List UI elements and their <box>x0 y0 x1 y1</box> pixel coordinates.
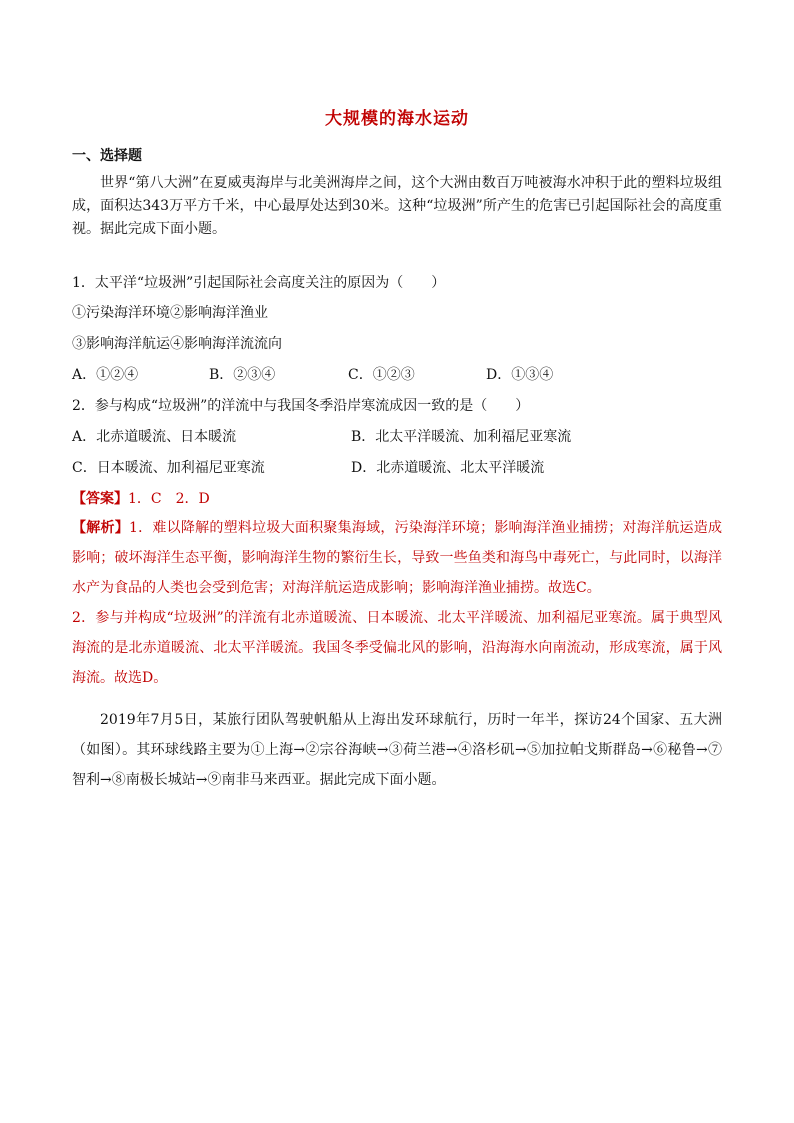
intro-paragraph-2: 2019年7月5日，某旅行团队驾驶帆船从上海出发环球航行，历时一年半，探访24个国家、五大洲（如图）。其环球线路主要为①上海→②宗谷海峡→③荷兰港→④洛杉矶→⑤加拉帕戈斯群岛→⑥秘鲁→⑦智利→⑧南极长城站→⑨南非马来西亚。据此完成下面小题。 <box>72 712 722 788</box>
intro-passage-2 <box>72 705 722 795</box>
question-1-option-c: C．①②③ <box>348 367 415 383</box>
question-2-options-row-2 <box>72 457 722 477</box>
intro-passage-1 <box>72 172 722 241</box>
section-heading: 一、选择题 <box>72 148 142 164</box>
question-2-option-d: D．北赤道暖流、北太平洋暖流 <box>351 460 545 476</box>
question-2-stem: 2．参与构成“垃圾洲”的洋流中与我国冬季沿岸寒流成因一致的是（ ） <box>72 398 530 414</box>
question-2-options-row-1 <box>72 426 722 446</box>
question-1-options <box>72 364 722 384</box>
question-1-option-b: B．②③④ <box>209 367 276 383</box>
analysis-label: 【解析】 <box>72 520 129 536</box>
question-1-option-a: A．①②④ <box>72 367 139 383</box>
question-2-option-a: A．北赤道暖流、日本暖流 <box>72 429 237 445</box>
question-2-option-b: B．北太平洋暖流、加利福尼亚寒流 <box>351 429 572 445</box>
analysis-paragraph-1 <box>72 513 722 603</box>
question-1-option-d: D．①③④ <box>486 367 554 383</box>
analysis-block <box>72 513 722 693</box>
question-1-stem: 1．太平洋“垃圾洲”引起国际社会高度关注的原因为（ ） <box>72 275 446 291</box>
question-1-item-a: ①污染海洋环境②影响海洋渔业 <box>72 305 268 321</box>
answer-line <box>72 488 210 508</box>
answer-text: 1．C 2．D <box>128 491 210 507</box>
question-1-item-b: ③影响海洋航运④影响海洋流流向 <box>72 336 282 352</box>
analysis-text-1: 1．难以降解的塑料垃圾大面积聚集海域，污染海洋环境；影响海洋渔业捕捞；对海洋航运造成影响；破坏海洋生态平衡，影响海洋生物的繁衍生长，导致一些鱼类和海鸟中毒死亡，与此同时，以海洋水产为食品的人类也会受到危害；对海洋航运造成影响；影响海洋渔业捕捞。故选C。 <box>72 520 723 596</box>
analysis-paragraph-2: 2．参与并构成“垃圾洲”的洋流有北赤道暖流、日本暖流、北太平洋暖流、加利福尼亚寒流。属于典型风海流的是北赤道暖流、北太平洋暖流。我国冬季受偏北风的影响，沿海海水向南流动，形成寒流，属于风海流。故选D。 <box>72 610 722 686</box>
question-2-option-c: C．日本暖流、加利福尼亚寒流 <box>72 460 265 476</box>
answer-label: 【答案】 <box>72 491 128 507</box>
page-title: 大规模的海水运动 <box>325 109 469 129</box>
intro-paragraph-1: 世界“第八大洲”在夏威夷海岸与北美洲海岸之间，这个大洲由数百万吨被海水冲积于此的塑料垃圾组成，面积达343万平方千米，中心最厚处达到30米。这种“垃圾洲”所产生的危害已引起国际社会的高度重视。据此完成下面小题。 <box>72 175 722 237</box>
